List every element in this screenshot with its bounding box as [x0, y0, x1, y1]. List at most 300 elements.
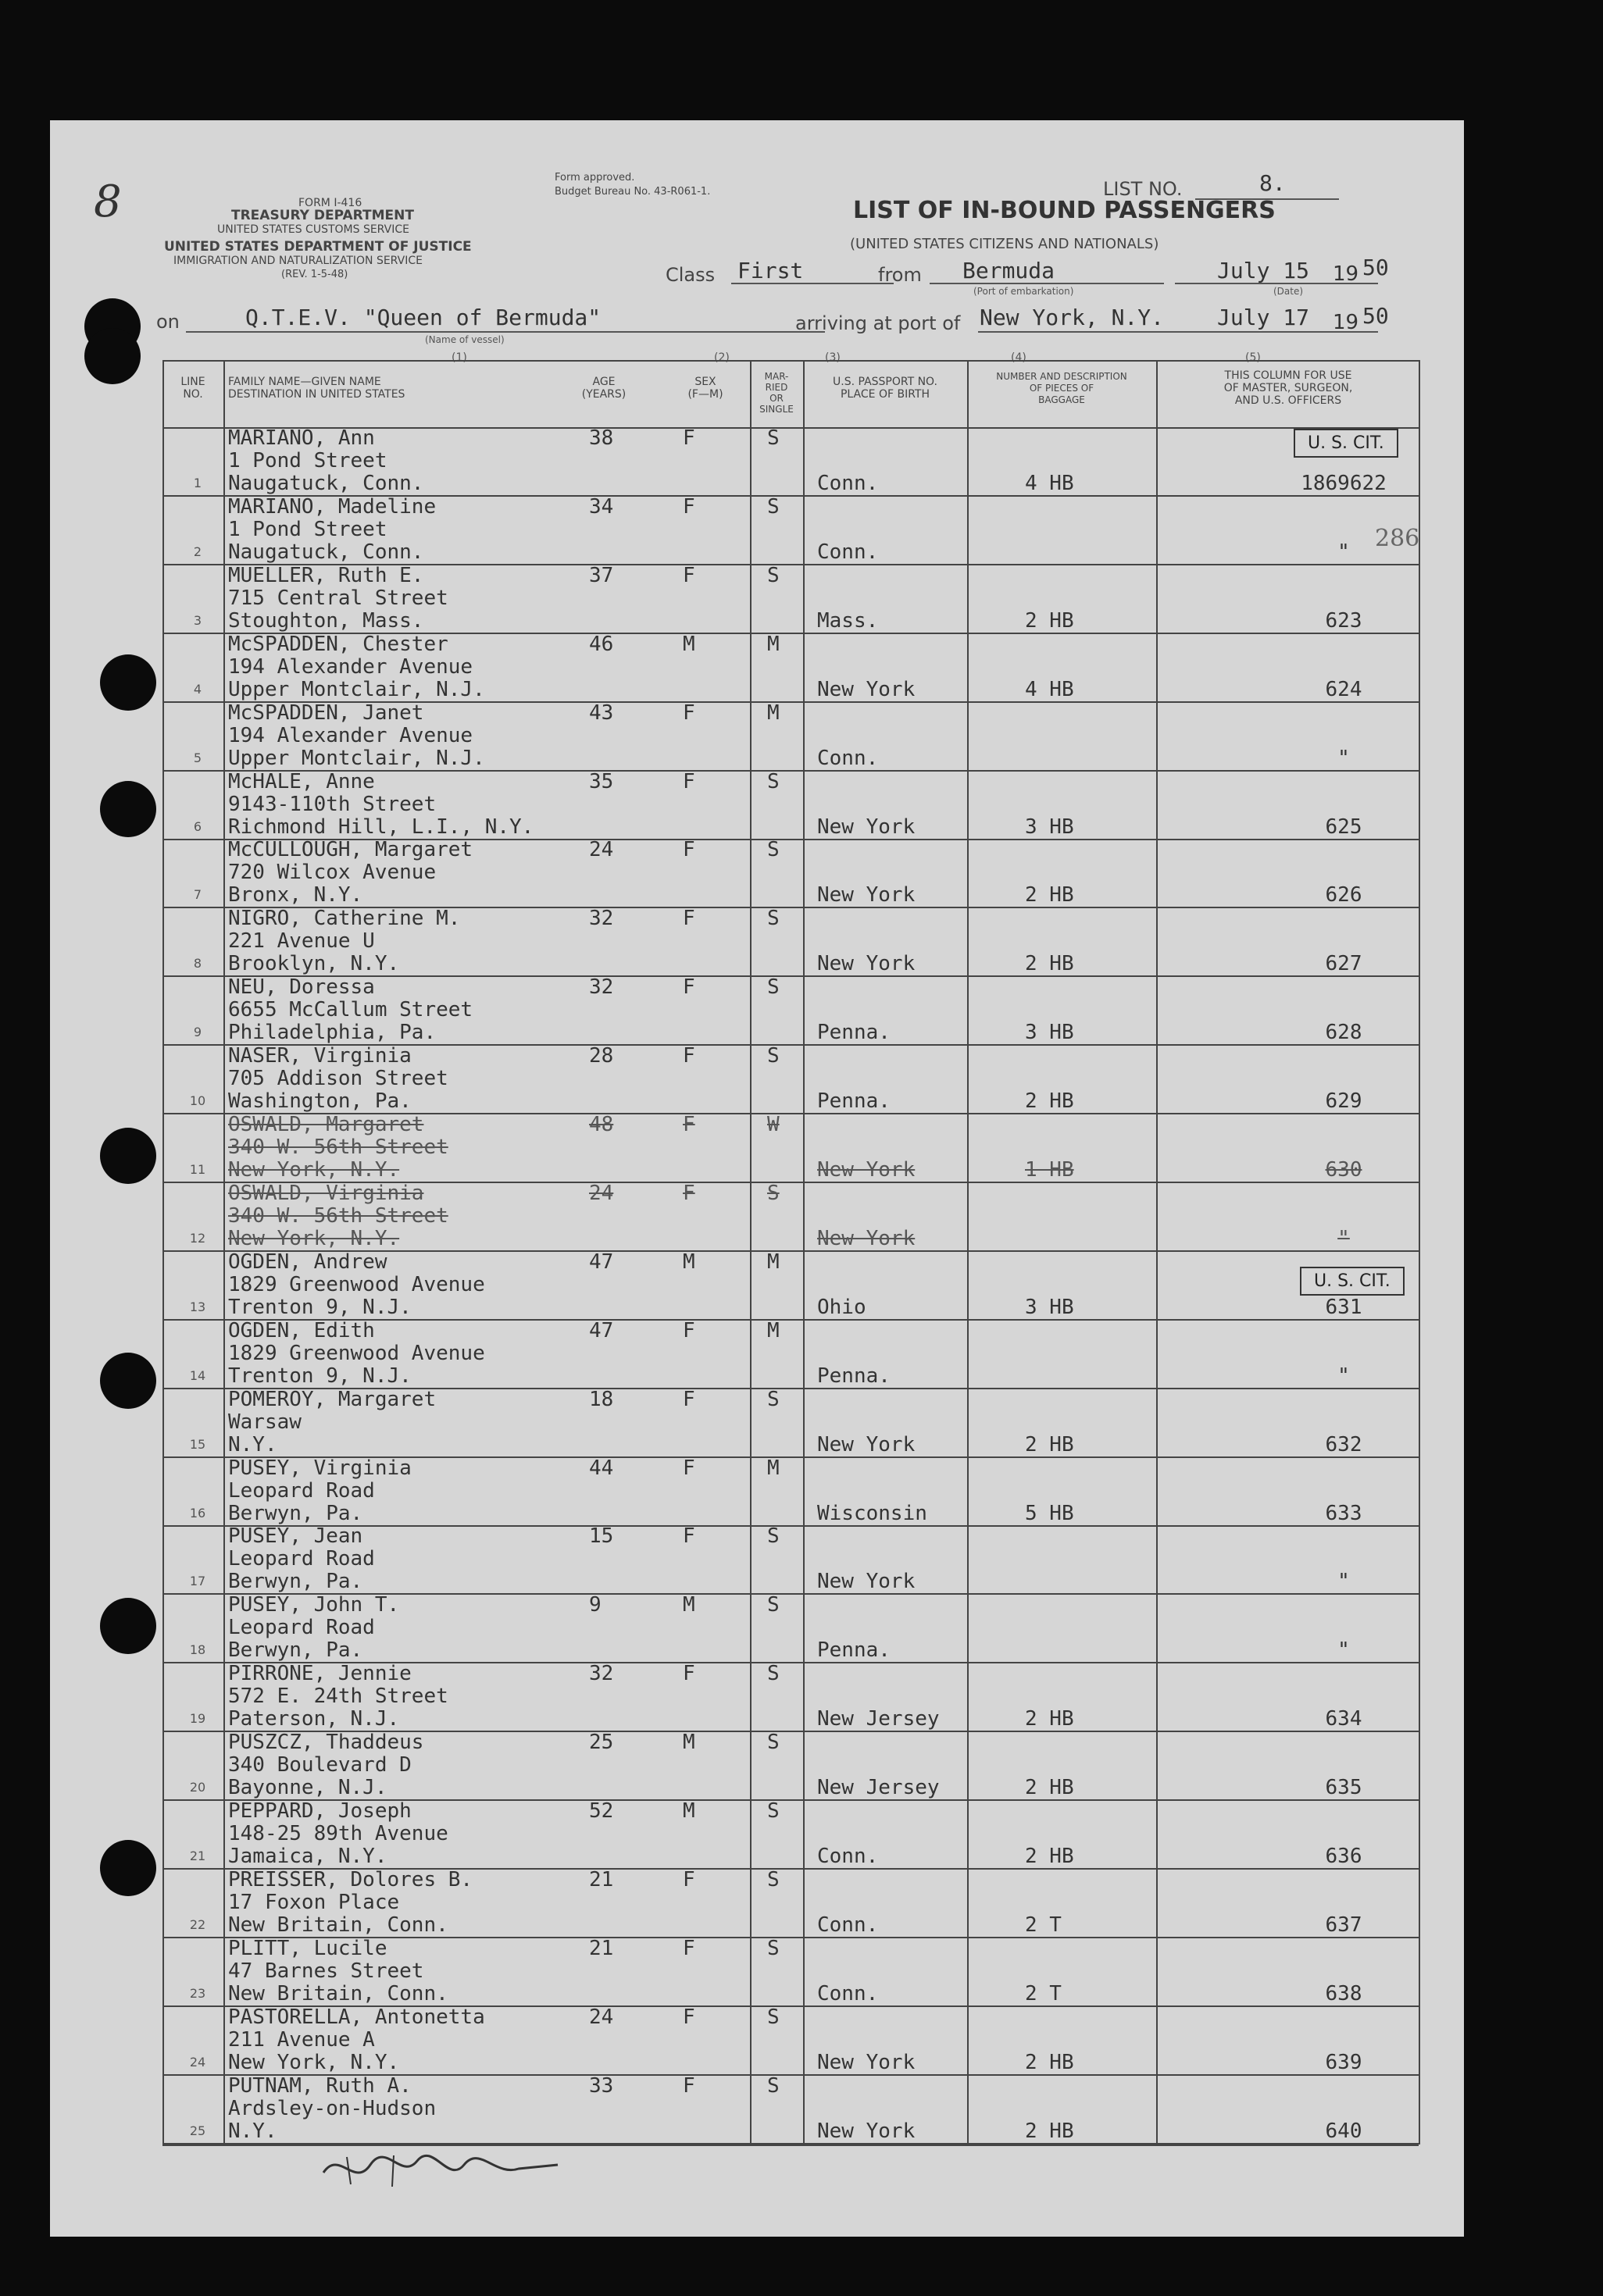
passenger-name: McCULLOUGH, Margaret	[228, 838, 473, 862]
departure-date: July 15	[1217, 258, 1310, 283]
passenger-marital: S	[767, 769, 780, 793]
passenger-sex: M	[683, 632, 695, 656]
passenger-sex: F	[683, 1524, 695, 1549]
baggage: 3 HB	[1025, 1295, 1074, 1319]
officer-entry: "	[1337, 540, 1350, 564]
passenger-marital: M	[767, 1318, 780, 1342]
passenger-age: 15	[589, 1524, 614, 1549]
table-row	[162, 771, 1419, 840]
place-of-birth: New York	[817, 1158, 916, 1182]
passenger-address: 6655 McCallum Street	[228, 998, 473, 1022]
table-row	[162, 427, 1419, 496]
passenger-name: PUTNAM, Ruth A.	[228, 2073, 412, 2098]
passenger-name: McSPADDEN, Janet	[228, 701, 424, 725]
baggage: 2 HB	[1025, 1089, 1074, 1114]
form-title: LIST OF IN-BOUND PASSENGERS	[853, 197, 1276, 224]
passenger-address: 1 Pond Street	[228, 517, 387, 541]
passenger-name: POMEROY, Margaret	[228, 1387, 437, 1411]
passenger-name: PREISSER, Dolores B.	[228, 1867, 473, 1891]
passenger-sex: F	[683, 1318, 695, 1342]
table-row	[162, 565, 1419, 633]
binder-hole	[84, 328, 141, 384]
passenger-marital: S	[767, 2005, 780, 2029]
us-cit-stamp: U. S. CIT.	[1294, 429, 1398, 458]
passenger-age: 33	[589, 2073, 614, 2098]
place-of-birth: New Jersey	[817, 1776, 940, 1800]
table-row	[162, 633, 1419, 702]
passenger-name: McSPADDEN, Chester	[228, 632, 448, 656]
table-row	[162, 1251, 1419, 1320]
passenger-destination: Washington, Pa.	[228, 1089, 412, 1114]
officer-entry: 635	[1325, 1776, 1362, 1800]
form-subtitle: (UNITED STATES CITIZENS AND NATIONALS)	[850, 236, 1159, 252]
line-number: 21	[189, 1849, 206, 1863]
place-of-birth: Conn.	[817, 540, 879, 564]
officer-entry: 630	[1325, 1158, 1362, 1182]
vessel-label: (Name of vessel)	[425, 334, 505, 345]
line-number: 18	[189, 1642, 206, 1658]
passenger-sex: M	[683, 1593, 695, 1617]
officer-entry: "	[1337, 1226, 1350, 1250]
passenger-destination: Richmond Hill, L.I., N.Y.	[228, 815, 534, 839]
manifest-sheet	[50, 120, 1464, 2237]
arriving-label: arriving at port of	[795, 312, 961, 334]
line-number: 12	[189, 1230, 206, 1246]
passenger-sex: F	[683, 1867, 695, 1891]
header-line-no: LINE NO.	[180, 376, 205, 401]
passenger-destination: Berwyn, Pa.	[228, 1570, 363, 1594]
baggage: 2 HB	[1025, 1432, 1074, 1456]
passenger-address: 17 Foxon Place	[228, 1890, 400, 1914]
passenger-age: 25	[589, 1731, 614, 1755]
place-of-birth: Conn.	[817, 746, 879, 770]
passenger-sex: F	[683, 1181, 695, 1205]
table-row	[162, 1114, 1419, 1182]
passenger-age: 24	[589, 1181, 614, 1205]
passenger-marital: S	[767, 2073, 780, 2098]
passenger-sex: F	[683, 838, 695, 862]
officer-entry: 632	[1325, 1432, 1362, 1456]
table-row	[162, 839, 1419, 907]
passenger-destination: N.Y.	[228, 2119, 277, 2143]
line-number: 22	[189, 1916, 206, 1932]
customs-service: UNITED STATES CUSTOMS SERVICE	[217, 223, 409, 236]
passenger-name: MARIANO, Madeline	[228, 494, 437, 519]
passenger-marital: S	[767, 1044, 780, 1068]
officer-entry: 627	[1325, 952, 1362, 976]
passenger-age: 43	[589, 701, 614, 725]
passenger-name: PUSEY, Virginia	[228, 1456, 412, 1480]
col-number-4: (4)	[1011, 351, 1026, 364]
passenger-destination: Trenton 9, N.J.	[228, 1295, 412, 1319]
passenger-destination: Jamaica, N.Y.	[228, 1845, 387, 1868]
line-number: 4	[193, 681, 202, 697]
passenger-age: 47	[589, 1318, 614, 1342]
passenger-marital: S	[767, 1936, 780, 1960]
baggage: 2 HB	[1025, 608, 1074, 633]
header-baggage: NUMBER AND DESCRIPTION OF PIECES OF BAGGAGE	[996, 371, 1127, 405]
place-of-birth: Conn.	[817, 472, 879, 495]
table-row	[162, 1389, 1419, 1457]
passenger-address: 211 Avenue A	[228, 2027, 375, 2052]
passenger-address: Leopard Road	[228, 1478, 375, 1503]
passenger-sex: F	[683, 701, 695, 725]
table-row	[162, 1525, 1419, 1594]
place-of-birth: New York	[817, 2050, 916, 2074]
passenger-age: 24	[589, 838, 614, 862]
passenger-destination: Berwyn, Pa.	[228, 1638, 363, 1663]
passenger-marital: S	[767, 1524, 780, 1549]
line-number: 13	[189, 1299, 206, 1314]
passenger-destination: New York, N.Y.	[228, 2050, 400, 2074]
line-number: 23	[189, 1985, 206, 2001]
place-of-birth: New York	[817, 815, 916, 839]
passenger-destination: N.Y.	[228, 1432, 277, 1456]
from-value: Bermuda	[962, 258, 1055, 283]
binder-hole	[100, 1353, 156, 1409]
passenger-address: 1829 Greenwood Avenue	[228, 1341, 485, 1365]
passenger-sex: F	[683, 2005, 695, 2029]
passenger-destination: New York, N.Y.	[228, 1226, 400, 1250]
officer-signature	[316, 2141, 566, 2204]
passenger-sex: F	[683, 975, 695, 1000]
passenger-address: 1 Pond Street	[228, 449, 387, 472]
place-of-birth: Conn.	[817, 1981, 879, 2005]
passenger-age: 28	[589, 1044, 614, 1068]
passenger-marital: M	[767, 632, 780, 656]
passenger-sex: F	[683, 1662, 695, 1686]
passenger-marital: M	[767, 1250, 780, 1274]
passenger-marital: S	[767, 494, 780, 519]
table-row	[162, 496, 1419, 565]
passenger-name: PEPPARD, Joseph	[228, 1799, 412, 1823]
officer-entry: 1869622	[1301, 472, 1387, 495]
baggage: 4 HB	[1025, 472, 1074, 495]
passenger-marital: S	[767, 838, 780, 862]
line-number: 3	[193, 612, 202, 628]
line-number: 5	[193, 750, 202, 765]
on-label: on	[156, 311, 180, 333]
place-of-birth: New York	[817, 883, 916, 907]
passenger-sex: F	[683, 1044, 695, 1068]
officer-entry: "	[1337, 1570, 1350, 1594]
passenger-address: 194 Alexander Avenue	[228, 723, 473, 747]
passenger-destination: New Britain, Conn.	[228, 1981, 448, 2005]
passenger-address: 340 W. 56th Street	[228, 1136, 448, 1159]
header-passport: U.S. PASSPORT NO. PLACE OF BIRTH	[833, 376, 937, 401]
header-age: AGE (YEARS)	[581, 376, 627, 401]
table-row	[162, 1182, 1419, 1251]
line-number: 9	[193, 1025, 202, 1040]
place-of-birth: Mass.	[817, 608, 879, 633]
passenger-sex: F	[683, 1456, 695, 1480]
passenger-name: PLITT, Lucile	[228, 1936, 387, 1960]
passenger-marital: S	[767, 1662, 780, 1686]
place-of-birth: New York	[817, 1432, 916, 1456]
passenger-sex: F	[683, 563, 695, 587]
passenger-sex: F	[683, 1113, 695, 1136]
officer-entry: 623	[1325, 608, 1362, 633]
passenger-address: 221 Avenue U	[228, 929, 375, 954]
departure-year-prefix: 19	[1333, 262, 1359, 286]
passenger-destination: Philadelphia, Pa.	[228, 1021, 437, 1045]
officer-entry: 640	[1325, 2119, 1362, 2143]
from-label: from	[878, 264, 922, 286]
baggage: 2 HB	[1025, 2050, 1074, 2074]
arrival-date: July 17	[1217, 305, 1310, 330]
passenger-marital: W	[767, 1113, 780, 1136]
passenger-name: PASTORELLA, Antonetta	[228, 2005, 485, 2029]
col-number-1: (1)	[452, 351, 467, 364]
passenger-sex: F	[683, 769, 695, 793]
passenger-name: MARIANO, Ann	[228, 426, 375, 450]
passenger-destination: Upper Montclair, N.J.	[228, 746, 485, 770]
table-row	[162, 702, 1419, 771]
place-of-birth: New York	[817, 677, 916, 701]
line-number: 6	[193, 818, 202, 834]
passenger-marital: S	[767, 1387, 780, 1411]
place-of-birth: Penna.	[817, 1021, 891, 1045]
list-no-value: 8.	[1259, 170, 1286, 196]
passenger-address: Leopard Road	[228, 1547, 375, 1571]
table-row	[162, 1731, 1419, 1800]
passenger-address: Warsaw	[228, 1410, 302, 1434]
line-number: 16	[189, 1505, 206, 1521]
passenger-address: 340 W. 56th Street	[228, 1203, 448, 1228]
passenger-name: OSWALD, Virginia	[228, 1181, 424, 1205]
place-of-birth: Penna.	[817, 1364, 891, 1388]
passenger-destination: Trenton 9, N.J.	[228, 1364, 412, 1388]
passenger-age: 47	[589, 1250, 614, 1274]
passenger-marital: S	[767, 563, 780, 587]
class-value: First	[737, 258, 804, 283]
line-number: 24	[189, 2054, 206, 2070]
passenger-destination: New Britain, Conn.	[228, 1913, 448, 1937]
passenger-name: NIGRO, Catherine M.	[228, 907, 461, 931]
baggage: 2 HB	[1025, 1776, 1074, 1800]
officer-entry: 637	[1325, 1913, 1362, 1937]
officer-entry: 629	[1325, 1089, 1362, 1114]
col-number-3: (3)	[825, 351, 841, 364]
header-officers: THIS COLUMN FOR USE OF MASTER, SURGEON, AND U.S. OFFICERS	[1223, 369, 1353, 407]
passenger-address: Leopard Road	[228, 1616, 375, 1640]
passenger-marital: S	[767, 975, 780, 1000]
passenger-name: OGDEN, Andrew	[228, 1250, 387, 1274]
passenger-marital: S	[767, 1181, 780, 1205]
officer-entry: "	[1337, 1364, 1350, 1388]
place-of-birth: New York	[817, 2119, 916, 2143]
baggage: 2 T	[1025, 1913, 1062, 1937]
passenger-name: PUSEY, Jean	[228, 1524, 363, 1549]
passenger-destination: Bayonne, N.J.	[228, 1776, 387, 1800]
officer-entry: "	[1337, 1638, 1350, 1663]
passenger-name: OGDEN, Edith	[228, 1318, 375, 1342]
passenger-address: 715 Central Street	[228, 586, 448, 610]
passenger-address: 705 Addison Street	[228, 1067, 448, 1091]
passenger-destination: Naugatuck, Conn.	[228, 540, 424, 564]
baggage: 2 HB	[1025, 2119, 1074, 2143]
baggage: 4 HB	[1025, 677, 1074, 701]
officer-entry: 628	[1325, 1021, 1362, 1045]
officer-entry: 626	[1325, 883, 1362, 907]
passenger-marital: S	[767, 1799, 780, 1823]
baggage: 3 HB	[1025, 815, 1074, 839]
line-number: 14	[189, 1367, 206, 1383]
officer-entry: 639	[1325, 2050, 1362, 2074]
passenger-address: 9143-110th Street	[228, 792, 437, 816]
passenger-marital: S	[767, 426, 780, 450]
passenger-age: 38	[589, 426, 614, 450]
table-row	[162, 2006, 1419, 2075]
passenger-address: 47 Barnes Street	[228, 1959, 424, 1983]
header-name: FAMILY NAME—GIVEN NAME DESTINATION IN UNITED STATES	[228, 376, 405, 401]
form-approved: Form approved.	[555, 172, 635, 184]
officer-entry: 624	[1325, 677, 1362, 701]
list-no-label: LIST NO.	[1103, 178, 1183, 200]
line-number: 1	[193, 476, 202, 490]
col-number-2: (2)	[714, 351, 730, 364]
table-row	[162, 1457, 1419, 1526]
binder-hole	[100, 1128, 156, 1184]
passenger-address: 572 E. 24th Street	[228, 1685, 448, 1709]
passenger-address: Ardsley-on-Hudson	[228, 2096, 437, 2120]
passenger-age: 48	[589, 1113, 614, 1136]
passenger-sex: F	[683, 1936, 695, 1960]
departure-year: 50	[1362, 255, 1389, 280]
port-embark-label: (Port of embarkation)	[973, 286, 1074, 297]
passenger-name: PUSEY, John T.	[228, 1593, 400, 1617]
baggage: 5 HB	[1025, 1501, 1074, 1525]
baggage: 2 HB	[1025, 1707, 1074, 1731]
table-row	[162, 1800, 1419, 1869]
passenger-name: PUSZCZ, Thaddeus	[228, 1731, 424, 1755]
line-number: 7	[193, 887, 202, 903]
passenger-address: 720 Wilcox Avenue	[228, 861, 437, 885]
passenger-name: McHALE, Anne	[228, 769, 375, 793]
place-of-birth: New York	[817, 1226, 916, 1250]
form-number: FORM I-416	[298, 197, 362, 209]
place-of-birth: New York	[817, 952, 916, 976]
baggage: 2 T	[1025, 1981, 1062, 2005]
baggage: 3 HB	[1025, 1021, 1074, 1045]
passenger-destination: Upper Montclair, N.J.	[228, 677, 485, 701]
passenger-destination: Naugatuck, Conn.	[228, 472, 424, 495]
passenger-age: 32	[589, 975, 614, 1000]
line-number: 20	[189, 1780, 206, 1795]
binder-hole	[100, 781, 156, 837]
passenger-address: 148-25 89th Avenue	[228, 1822, 448, 1845]
line-number: 2	[193, 544, 202, 559]
passenger-age: 44	[589, 1456, 614, 1480]
place-of-birth: Penna.	[817, 1638, 891, 1663]
margin-stamp: 286	[1375, 525, 1420, 552]
table-row	[162, 2075, 1419, 2144]
officer-entry: 631	[1325, 1295, 1362, 1319]
passenger-age: 21	[589, 1936, 614, 1960]
place-of-birth: New York	[817, 1570, 916, 1594]
passenger-age: 32	[589, 1662, 614, 1686]
binder-hole	[100, 1598, 156, 1654]
line-number: 15	[189, 1436, 206, 1452]
passenger-name: MUELLER, Ruth E.	[228, 563, 424, 587]
passenger-sex: F	[683, 1387, 695, 1411]
line-number: 17	[189, 1574, 206, 1589]
table-row	[162, 1663, 1419, 1731]
passenger-marital: S	[767, 1731, 780, 1755]
passenger-destination: Brooklyn, N.Y.	[228, 952, 400, 976]
class-label: Class	[666, 264, 716, 286]
passenger-destination: Paterson, N.J.	[228, 1707, 400, 1731]
header-married: MAR- RIED OR SINGLE	[759, 371, 794, 415]
place-of-birth: Ohio	[817, 1295, 866, 1319]
passenger-marital: S	[767, 1593, 780, 1617]
table-row	[162, 1869, 1419, 1938]
place-of-birth: Wisconsin	[817, 1501, 927, 1525]
budget-bureau: Budget Bureau No. 43-R061-1.	[555, 186, 711, 198]
passenger-age: 46	[589, 632, 614, 656]
passenger-name: OSWALD, Margaret	[228, 1113, 424, 1136]
passenger-address: 340 Boulevard D	[228, 1753, 412, 1777]
passenger-age: 32	[589, 907, 614, 931]
passenger-age: 9	[589, 1593, 602, 1617]
place-of-birth: Penna.	[817, 1089, 891, 1114]
passenger-marital: M	[767, 701, 780, 725]
line-number: 19	[189, 1711, 206, 1727]
binder-hole	[100, 1840, 156, 1896]
passenger-name: NEU, Doressa	[228, 975, 375, 1000]
passenger-sex: F	[683, 494, 695, 519]
ins-service: IMMIGRATION AND NATURALIZATION SERVICE	[173, 255, 423, 267]
place-of-birth: Conn.	[817, 1845, 879, 1868]
passenger-destination: Berwyn, Pa.	[228, 1501, 363, 1525]
passenger-sex: F	[683, 2073, 695, 2098]
passenger-age: 52	[589, 1799, 614, 1823]
arrival-year: 50	[1362, 303, 1389, 329]
passenger-address: 1829 Greenwood Avenue	[228, 1272, 485, 1296]
passenger-sex: M	[683, 1799, 695, 1823]
passenger-age: 35	[589, 769, 614, 793]
table-row	[162, 907, 1419, 976]
passenger-destination: Bronx, N.Y.	[228, 883, 363, 907]
passenger-age: 18	[589, 1387, 614, 1411]
passenger-sex: M	[683, 1731, 695, 1755]
form-revision: (REV. 1-5-48)	[281, 269, 348, 280]
baggage: 2 HB	[1025, 1845, 1074, 1868]
date-label: (Date)	[1273, 286, 1304, 297]
officer-entry: 638	[1325, 1981, 1362, 2005]
passenger-age: 24	[589, 2005, 614, 2029]
passenger-name: NASER, Virginia	[228, 1044, 412, 1068]
baggage: 1 HB	[1025, 1158, 1074, 1182]
passenger-age: 37	[589, 563, 614, 587]
officer-entry: "	[1337, 746, 1350, 770]
passenger-sex: F	[683, 907, 695, 931]
officer-entry: 636	[1325, 1845, 1362, 1868]
passenger-destination: New York, N.Y.	[228, 1158, 400, 1182]
vessel-name: Q.T.E.V. "Queen of Bermuda"	[245, 305, 602, 330]
place-of-birth: New Jersey	[817, 1707, 940, 1731]
passenger-address: 194 Alexander Avenue	[228, 654, 473, 679]
treasury-dept: TREASURY DEPARTMENT	[231, 208, 414, 223]
arrival-port: New York, N.Y.	[980, 305, 1165, 330]
table-row	[162, 1320, 1419, 1389]
passenger-age: 21	[589, 1867, 614, 1891]
justice-dept: UNITED STATES DEPARTMENT OF JUSTICE	[164, 239, 472, 255]
line-number: 11	[189, 1162, 206, 1177]
passenger-name: PIRRONE, Jennie	[228, 1662, 412, 1686]
line-number: 8	[193, 956, 202, 972]
officer-entry: 625	[1325, 815, 1362, 839]
